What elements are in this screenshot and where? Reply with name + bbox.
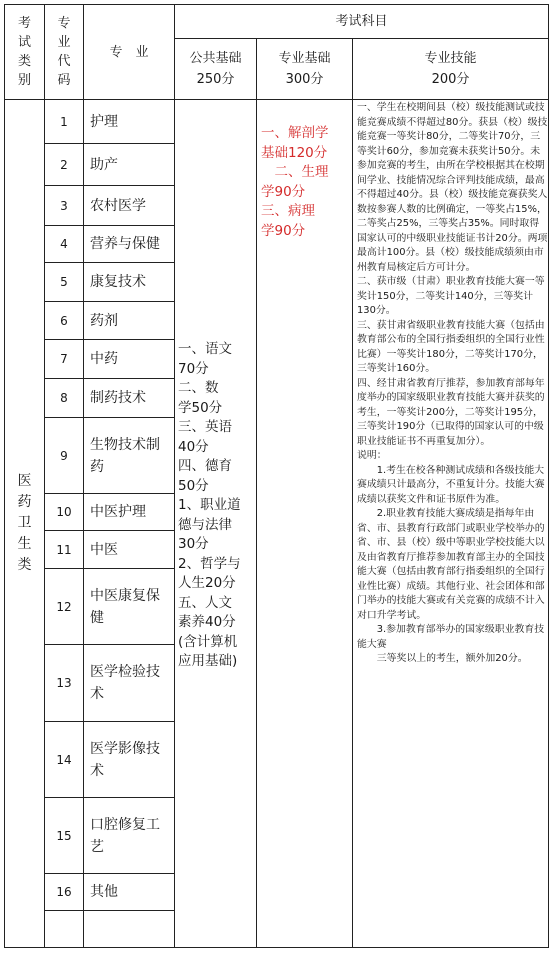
table-border-right (548, 4, 549, 948)
professional-basic-subjects: 一、解剖学 基础120分 二、生理 学90分 三、病理 学90分 (261, 125, 329, 239)
header-subjects: 考试科目 (335, 14, 388, 29)
header-skills-name: 专业技能 (424, 51, 477, 66)
major-name: 生物技术制药 (90, 436, 160, 475)
major-name: 农村医学 (90, 197, 146, 214)
major-code: 15 (56, 828, 72, 843)
header-category: 考试类别 (17, 16, 31, 88)
major-code: 1 (60, 114, 68, 129)
major-name: 医学检验技术 (90, 664, 160, 702)
header-major: 专 业 (109, 44, 149, 60)
header-skills-score: 200分 (431, 72, 470, 87)
major-code: 14 (56, 752, 72, 767)
header-professional-name: 专业基础 (278, 51, 331, 66)
major-name: 口腔修复工艺 (90, 816, 160, 855)
category-name: 医药卫生类 (17, 473, 32, 573)
header-code: 专业代码 (57, 16, 71, 88)
header-public-cell (175, 39, 256, 99)
table-border-bottom (4, 947, 549, 948)
major-code: 9 (60, 448, 68, 463)
major-name: 营养与保健 (90, 236, 160, 252)
major-code: 2 (60, 157, 68, 172)
major-code: 10 (56, 505, 72, 519)
major-code: 16 (56, 885, 72, 899)
public-basic-subjects: 一、语文 70分 二、数 学50分 三、英语 40分 四、德育 50分 1、职业道 德与法律 30分 2、哲学与 人生20分 五、人文 素养40分 (含计算机 应用基础) (178, 341, 241, 669)
major-name: 助产 (90, 156, 118, 173)
header-public-score: 250分 (196, 72, 235, 87)
header-subjects-cell (175, 5, 548, 38)
header-professional-score: 300分 (285, 72, 324, 87)
major-name: 护理 (90, 113, 118, 130)
major-name: 药剂 (90, 312, 118, 329)
major-code: 7 (60, 352, 68, 366)
header-skills-cell (353, 39, 548, 99)
major-code: 4 (60, 237, 68, 251)
header-code-cell (45, 5, 83, 99)
major-name: 康复技术 (90, 274, 146, 290)
major-name: 中药 (90, 351, 118, 367)
major-code: 5 (60, 275, 68, 289)
header-professional-cell (257, 39, 352, 99)
header-category-cell (5, 5, 44, 99)
major-code: 6 (60, 313, 68, 328)
column-divider (174, 4, 175, 948)
row-divider (44, 910, 175, 911)
major-code: 13 (56, 676, 72, 690)
professional-skills-rules: 一、学生在校期间县（校）级技能测试或技能竞赛成绩不得超过80分。获县（校）级技能竞赛一等奖计80分，二等奖计70分，三等奖计60分，参加竞赛未获奖计50分。未参加竞赛的考生，由所在学校根据其在校期间学业、技能情况综合评判技能成绩，最高不得超过40分。县（校）级技能竞赛获奖人数按参赛人数的比例确定，一等奖占15%，二等奖占25%，三等奖占35%。同时取得国家认可的中级职业技能证书计20分。两项最高计100分。县（校）级技能成绩须由市州教育局核定后方可计分。 二、获市级（甘肃）职业教育技能大赛一等奖计150分，二等奖计140分，三等奖计130分。 三、获甘肃省级职业教育技能大赛（包括由教育部公布的全国行指委组织的全国行业性比赛）一等奖计180分，二等奖计170分，三等奖计160分。 四、经甘肃省教育厅推荐，参加教育部每年度举办的国家级职业教育技能大赛并获奖的考生，一等奖计200分，二等奖计195分，三等奖计190分（已取得的国家认可的中级职业技能证书不再重复加分）。 说明： 1.考生在校各种测试成绩和各级技能大赛成绩只计最高分，不重复计分。技能大赛成绩以获奖文件和证书原件为准。 2.职业教育技能大赛成绩是指每年由省、市、县教育行政部门或职业学校举办的省、市、县（校）级中等职业学校技能大以及由省教育厅推荐参加教育部主办的全国技能大赛（包括由教育部行指委组织的全国行业性比赛）成绩。其他行业、社会团体和部门举办的技能大赛或有关竞赛的成绩不计入对口升学考试。 3.参加教育部举办的国家级职业教育技能大赛 三等奖以上的考生，额外加20分。 (357, 102, 548, 664)
major-code: 8 (60, 391, 68, 405)
major-name: 其他 (90, 884, 118, 900)
category-cell (5, 100, 44, 947)
major-code: 11 (56, 542, 72, 557)
header-major-cell (84, 5, 174, 99)
major-name: 医学影像技术 (90, 740, 160, 779)
column-divider (352, 38, 353, 948)
major-name: 制药技术 (90, 390, 146, 406)
column-divider (256, 38, 257, 948)
major-name: 中医护理 (90, 504, 146, 520)
major-name: 中医 (90, 541, 118, 558)
major-code: 3 (60, 198, 68, 213)
major-code: 12 (56, 599, 72, 614)
major-name: 中医康复保健 (90, 587, 160, 626)
header-public-name: 公共基础 (189, 51, 242, 66)
